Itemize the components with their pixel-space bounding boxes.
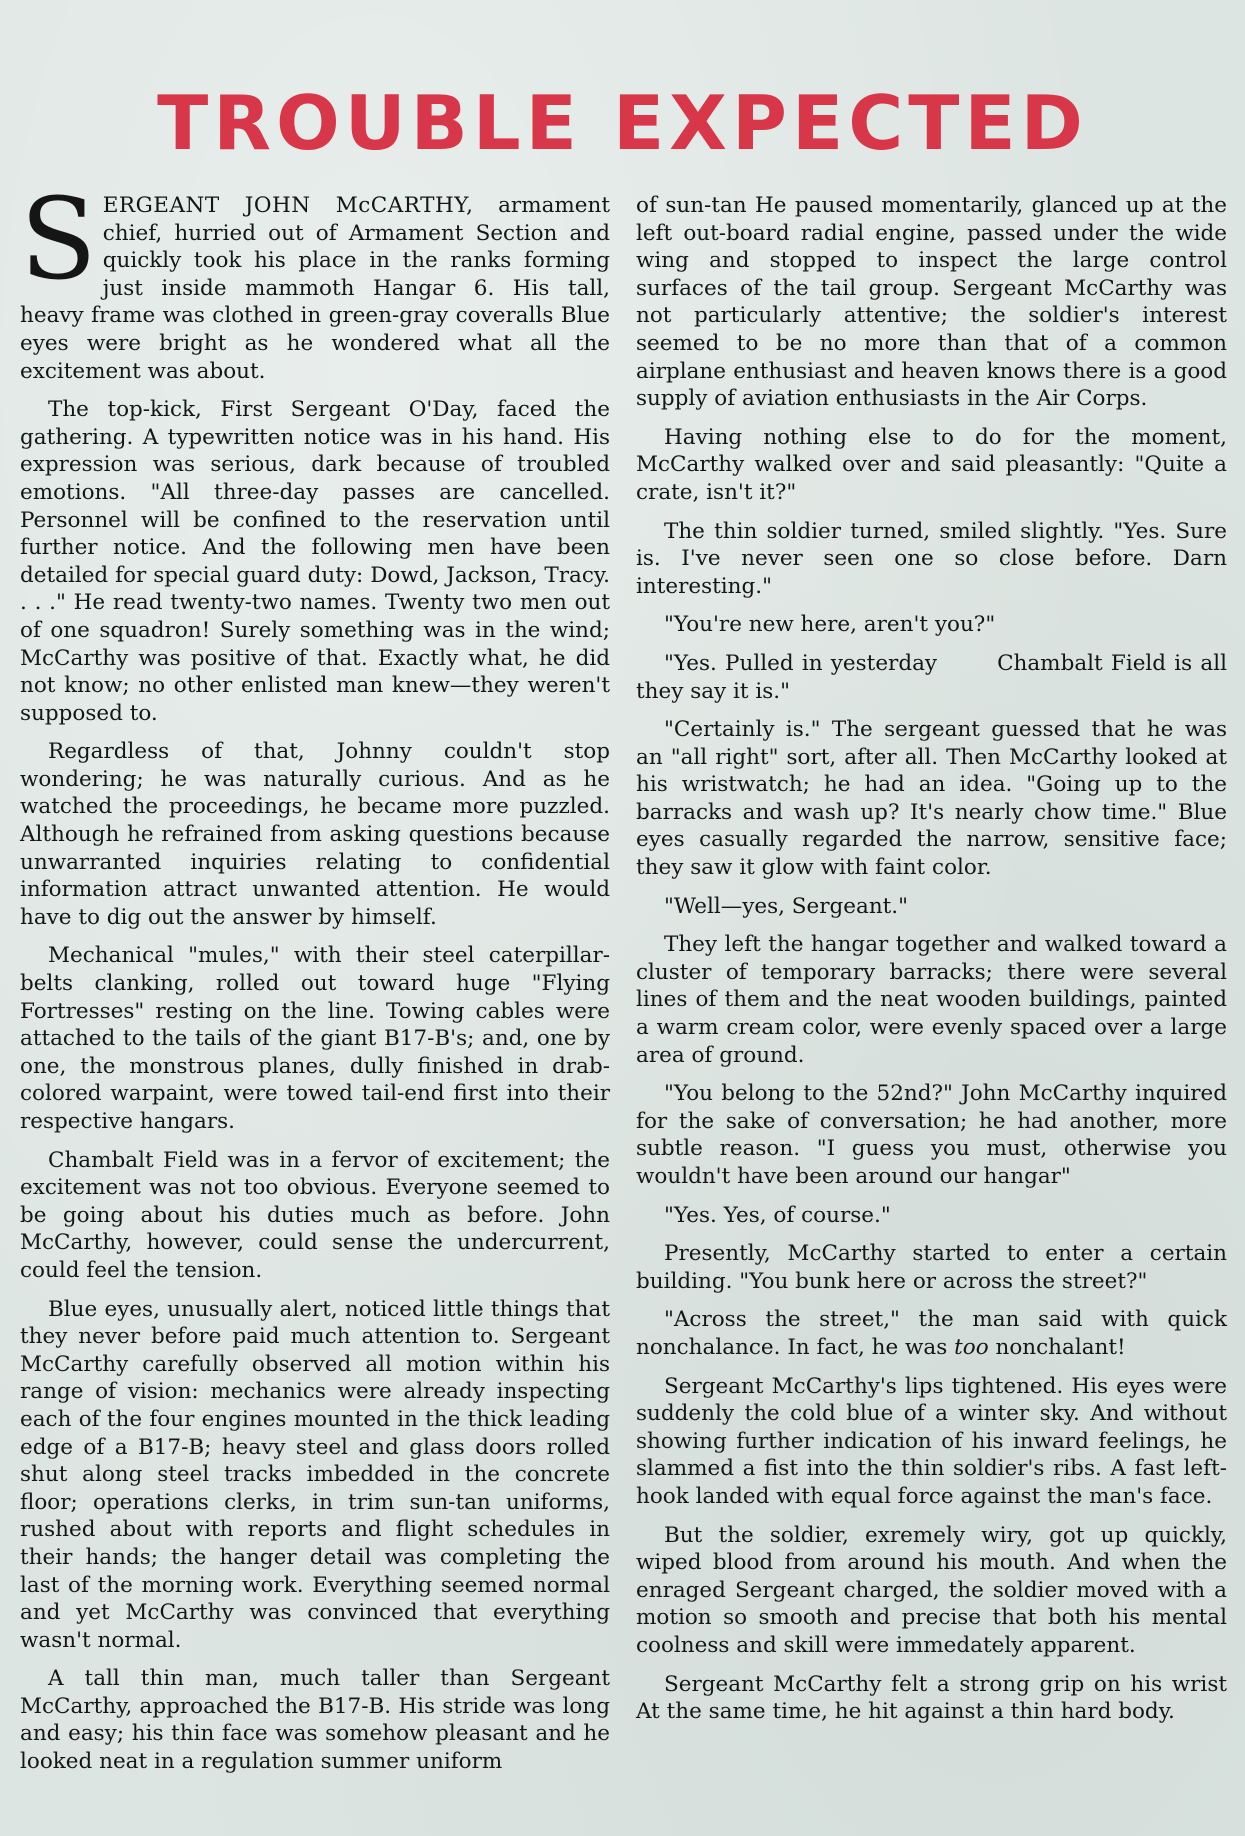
story-title: TROUBLE EXPECTED bbox=[157, 79, 1088, 168]
paragraph: Presently, McCarthy started to enter a certain building. "You bunk here or across the street?" bbox=[636, 1241, 1227, 1294]
paragraph-text: Chambalt Field is all they say it is." bbox=[636, 650, 1227, 704]
paragraph: The top-kick, First Sergeant O'Day, faced the gathering. A typewritten notice was in his hand. His expression was serious, dark because of troubled emotions. "All three-day passes are cancelled. Personnel will be confined to the reservation until further notice. And the following men have been detailed for special guard duty: Dowd, Jackson, Tracy. . . ." He read twenty-two names. Twenty two men out of one squadron! Surely something was in the wind; McCarthy was positive of that. Exactly what, he did not know; no other enlisted man knew—they weren't supposed to. bbox=[20, 397, 610, 726]
paragraph: "You're new here, aren't you?" bbox=[664, 612, 996, 638]
paragraph: A tall thin man, much taller than Sergeant McCarthy, approached the B17-B. His stride was long and easy; his thin face was somehow pleasant and he looked neat in a regulation summer uniform bbox=[20, 1666, 610, 1775]
left-column bbox=[20, 175, 610, 1787]
paragraph: Having nothing else to do for the moment, McCarthy walked over and said pleasantly: "Quite a crate, isn't it?" bbox=[636, 424, 1227, 505]
paragraph: Regardless of that, Johnny couldn't stop wondering; he was naturally curious. And as he watched the proceedings, he became more puzzled. Although he refrained from asking questions because unwarranted inquiries relating to confidential information attract unwanted attention. He would have to dig out the answer by himself. bbox=[20, 739, 610, 930]
right-column bbox=[636, 192, 1227, 1737]
paragraph: "Certainly is." The sergeant guessed that he was an "all right" sort, after all. Then McCarthy looked at his wristwatch; he had an idea. "Going up to the barracks and wash up? It's nearly chow time." Blue eyes casually regarded the narrow, sensitive face; they saw it glow with faint color. bbox=[636, 717, 1227, 881]
paragraph bbox=[636, 650, 1227, 705]
paragraph: But the soldier, exremely wiry, got up quickly, wiped blood from around his mouth. And when the enraged Sergeant charged, the soldier moved with a motion so smooth and precise that both his mental coolness and skill were immedately apparent. bbox=[636, 1522, 1227, 1658]
paragraph-text: "Yes. Pulled in yesterday bbox=[664, 650, 938, 676]
paragraph: "Well—yes, Sergeant." bbox=[664, 893, 909, 919]
paragraph: of sun-tan He paused momentarily, glanced up at the left out-board radial engine, passed under the wide wing and stopped to inspect the large control surfaces of the tail group. Sergeant McCarthy was not particularly attentive; the soldier's interest seemed to be no more than that of a common airplane enthusiast and heaven knows there is a good supply of aviation enthusiasts in the Air Corps. bbox=[636, 193, 1227, 412]
paragraph: Blue eyes, unusually alert, noticed little things that they never before paid much attention to. Sergeant McCarthy carefully observed all motion within his range of vision: mechanics were already inspecting each of the four engines mounted in the thick leading edge of a B17-B; heavy steel and glass doors rolled shut along steel tracks imbedded in the concrete floor; operations clerks, in trim sun-tan uniforms, rushed about with reports and flight schedules in their hands; the hanger detail was completing the last of the morning work. Everything seemed normal and yet McCarthy was convinced that everything wasn't normal. bbox=[20, 1296, 610, 1653]
paragraph: Sergeant McCarthy felt a strong grip on his wrist At the same time, he hit against a thin hard body. bbox=[636, 1671, 1227, 1725]
paragraph: Sergeant McCarthy's lips tightened. His eyes were suddenly the cold blue of a winter sky. And without showing further indication of his inward feelings, he slammed a fist into the thin soldier's ribs. A fast left-hook landed with equal force against the man's face. bbox=[636, 1373, 1227, 1509]
paragraph bbox=[636, 1306, 1227, 1361]
drop-cap: S bbox=[20, 175, 97, 305]
paragraph-text: armament chief, hurried out of Armament Section and quickly took his place in the ranks forming just inside mammoth Hangar 6. His tall, heavy frame was clothed in green-gray coveralls Blue eyes were bright as he wondered what all the excitement was about. bbox=[20, 193, 610, 384]
opening-lead: ERGEANT JOHN McCARTHY, bbox=[102, 193, 474, 218]
paragraph bbox=[20, 175, 610, 385]
paragraph: Mechanical "mules," with their steel caterpillar-belts clanking, rolled out toward huge "Flying Fortresses" resting on the line. Towing cables were attached to the tails of the giant B17-B's; and, one by one, the monstrous planes, dully finished in drab-colored warpaint, were towed tail-end first into their respective hangars. bbox=[20, 943, 610, 1134]
emphasis-text: too bbox=[954, 1334, 989, 1360]
paragraph: They left the hangar together and walked toward a cluster of temporary barracks; there were several lines of them and the neat wooden buildings, painted a warm cream color, were evenly spaced over a large area of ground. bbox=[636, 932, 1227, 1068]
paragraph: Chambalt Field was in a fervor of excitement; the excitement was not too obvious. Everyone seemed to be going about his duties much as before. John McCarthy, however, could sense the undercurrent, could feel the tension. bbox=[20, 1147, 610, 1283]
paragraph: "You belong to the 52nd?" John McCarthy inquired for the sake of conversation; he had another, more subtle reason. "I guess you must, otherwise you wouldn't have been around our hangar" bbox=[636, 1081, 1227, 1189]
paragraph: The thin soldier turned, smiled slightly. "Yes. Sure is. I've never seen one so close before. Darn interesting." bbox=[636, 518, 1227, 599]
paragraph: "Yes. Yes, of course." bbox=[664, 1202, 891, 1228]
paragraph-text: nonchalant! bbox=[988, 1334, 1126, 1360]
paragraph-text: "Across the street," the man said with quick nonchalance. In fact, he was bbox=[636, 1307, 1227, 1360]
